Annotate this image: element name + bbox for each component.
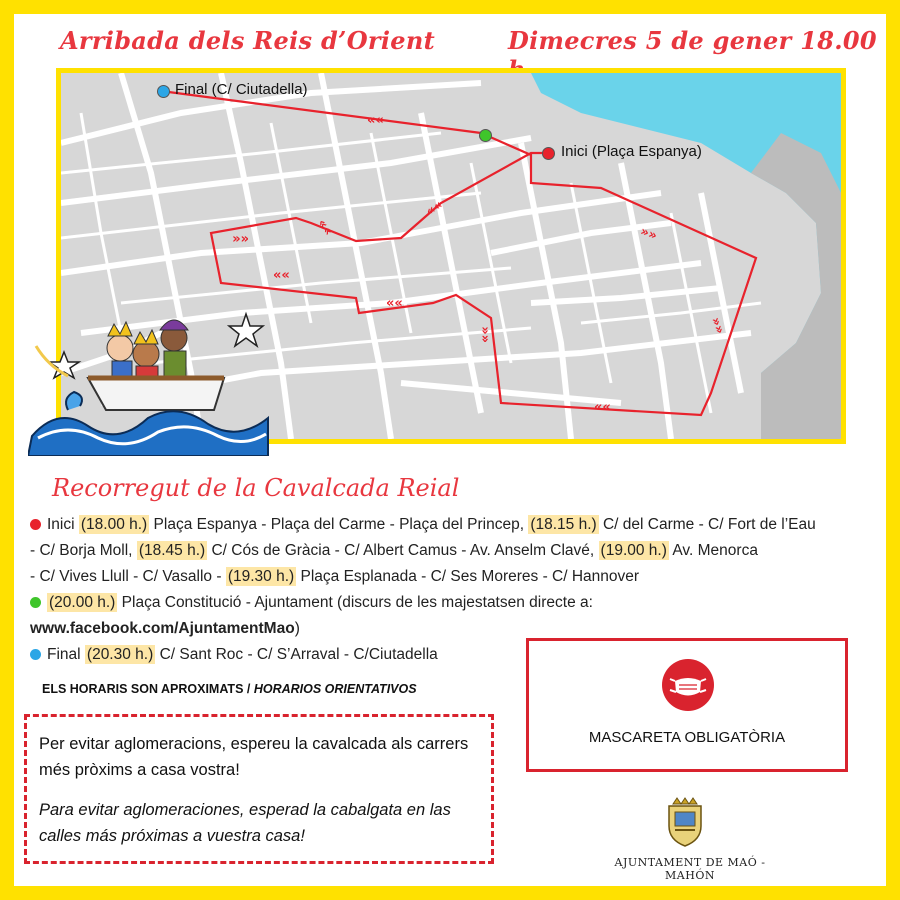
- final-label: Final (C/ Ciutadella): [175, 81, 308, 98]
- kings-boat-illustration: [28, 306, 278, 456]
- route-title: Recorregut de la Cavalcada Reial: [52, 474, 460, 502]
- svg-text:««: ««: [232, 231, 249, 246]
- harbour-land: [751, 133, 841, 439]
- mask-label: MASCARETA OBLIGATÒRIA: [588, 729, 786, 746]
- facebook-link[interactable]: www.facebook.com/AjuntamentMao: [30, 620, 295, 637]
- route-line-3: - C/ Vives Llull - C/ Vasallo - (19.30 h.) Plaça Esplanada - C/ Ses Moreres - C/ Hannover: [30, 568, 640, 585]
- route-line-final: Final (20.30 h.) C/ Sant Roc - C/ S’Arraval - C/Ciutadella: [30, 642, 875, 668]
- advice-catalan: Per evitar aglomeracions, espereu la cavalcada als carrers més pròxims a casa vostra!: [39, 735, 469, 779]
- start-label: Inici (Plaça Espanya): [561, 143, 702, 160]
- blue-bullet-icon: [30, 649, 41, 660]
- mask-required-box: [526, 638, 848, 772]
- route-line-facebook: www.facebook.com/AjuntamentMao): [30, 620, 300, 637]
- route-line-start: Inici (18.00 h.) Plaça Espanya - Plaça del Carme - Plaça del Princep, (18.15 h.) C/ del Carme - C/ Fort de l’Eau: [30, 512, 875, 538]
- city-crest-icon: [661, 796, 709, 848]
- event-date: Dimecres 5 de gener 18.00: [508, 26, 877, 55]
- middle-marker: [479, 129, 492, 142]
- city-council-name: AJUNTAMENT DE MAÓ - MAHÓN: [614, 856, 766, 882]
- svg-text:««: ««: [423, 197, 446, 220]
- red-bullet-icon: [30, 519, 41, 530]
- green-bullet-icon: [30, 597, 41, 608]
- svg-text:««: ««: [708, 315, 728, 336]
- svg-text:««: ««: [478, 326, 493, 343]
- start-marker: [542, 147, 555, 160]
- svg-text:««: ««: [386, 296, 403, 311]
- event-title: Arribada dels Reis d’Orient: [60, 26, 435, 55]
- svg-text:««: ««: [313, 216, 336, 239]
- final-marker: [157, 85, 170, 98]
- crowd-advice-box: [24, 714, 494, 864]
- schedule-note: ELS HORARIS SON APROXIMATS / HORARIOS ORIENTATIVOS: [42, 682, 417, 696]
- advice-spanish: Para evitar aglomeraciones, esperad la cabalgata en las calles más próximas a vuestra casa!: [39, 801, 451, 845]
- face-mask-icon: [662, 659, 714, 711]
- svg-text:««: ««: [367, 113, 384, 128]
- svg-text:««: ««: [273, 268, 290, 283]
- svg-text:««: ««: [594, 400, 611, 415]
- route-line-2: - C/ Borja Moll, (18.45 h.) C/ Cós de Gràcia - C/ Albert Camus - Av. Anselm Clavé, (19.00 h.) Av. Menorca: [30, 542, 758, 559]
- route-line-middle: (20.00 h.) Plaça Constitució - Ajuntament (discurs de les majestatsen directe a:: [30, 590, 875, 616]
- svg-text:««: ««: [638, 223, 660, 244]
